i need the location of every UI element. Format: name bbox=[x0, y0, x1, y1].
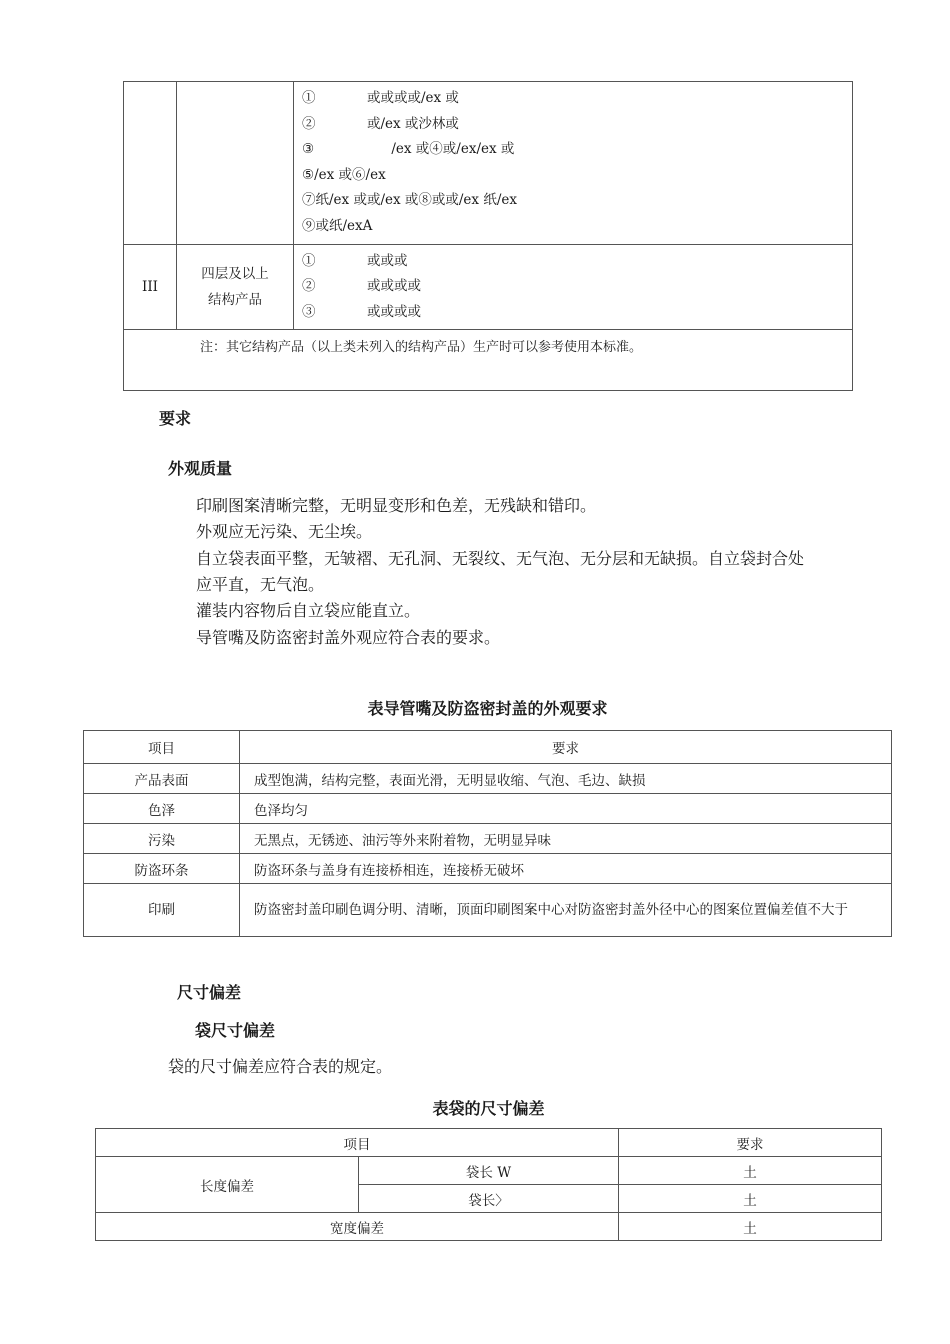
table-row bbox=[96, 1157, 882, 1185]
structure-name-cell bbox=[177, 244, 294, 330]
section-heading-size: 尺寸偏差 bbox=[177, 983, 242, 1002]
table2-caption: 表导管嘴及防盗密封盖的外观要求 bbox=[367, 699, 608, 718]
paragraph: 外观应无污染、无尘埃。 bbox=[196, 522, 373, 541]
structure-no-cell: III bbox=[124, 244, 177, 330]
table-row bbox=[84, 884, 892, 937]
table-row bbox=[96, 1213, 882, 1241]
structure-name-cell bbox=[177, 82, 294, 245]
structure-list-cell bbox=[294, 82, 853, 245]
requirement-cell: 无黑点，无锈迹、油污等外来附着物，无明显异味 bbox=[240, 824, 892, 854]
structure-name-text: 四层及以上结构产品 bbox=[201, 265, 269, 308]
item-cell: 色泽 bbox=[84, 794, 240, 824]
requirement-cell: 土 bbox=[619, 1185, 882, 1213]
structure-line: ③ /ex 或④或/ex/ex 或 bbox=[302, 141, 515, 158]
structure-line: ② 或/ex 或沙林或 bbox=[302, 115, 459, 132]
structure-line: ⑦纸/ex 或或/ex 或⑧或或/ex 纸/ex bbox=[302, 192, 517, 209]
table-row bbox=[84, 764, 892, 794]
table-row bbox=[124, 244, 853, 330]
width-deviation-label: 宽度偏差 bbox=[96, 1213, 619, 1241]
structure-line: ① 或或或 bbox=[302, 252, 408, 269]
requirement-cell: 成型饱满，结构完整，表面光滑，无明显收缩、气泡、毛边、缺损 bbox=[240, 764, 892, 794]
sub-item-cell: 袋长〉 bbox=[359, 1185, 619, 1213]
item-cell: 污染 bbox=[84, 824, 240, 854]
header-requirement: 要求 bbox=[240, 731, 892, 764]
table-row bbox=[124, 330, 853, 391]
structure-table bbox=[123, 81, 853, 391]
requirement-cell: 防盗环条与盖身有连接桥相连，连接桥无破坏 bbox=[240, 854, 892, 884]
structure-note: 注：其它结构产品（以上类未列入的结构产品）生产时可以参考使用本标准。 bbox=[124, 330, 853, 391]
section-heading-appearance: 外观质量 bbox=[168, 459, 233, 478]
structure-no-cell bbox=[124, 82, 177, 245]
table-header-row bbox=[84, 731, 892, 764]
paragraph: 导管嘴及防盗密封盖外观应符合表的要求。 bbox=[196, 628, 501, 647]
item-cell: 产品表面 bbox=[84, 764, 240, 794]
header-requirement: 要求 bbox=[619, 1129, 882, 1157]
length-deviation-label: 长度偏差 bbox=[96, 1157, 359, 1213]
bag-size-table bbox=[95, 1128, 882, 1241]
requirement-cell: 土 bbox=[619, 1213, 882, 1241]
item-cell: 印刷 bbox=[84, 884, 240, 937]
structure-line: ③ 或或或或 bbox=[302, 303, 421, 320]
appearance-table bbox=[83, 730, 892, 937]
table-row bbox=[124, 82, 853, 245]
structure-line: ⑨或纸/exA bbox=[302, 217, 373, 234]
paragraph: 自立袋表面平整，无皱褶、无孔洞、无裂纹、无气泡、无分层和无缺损。自立袋封合处 bbox=[196, 549, 805, 568]
table-row bbox=[84, 794, 892, 824]
paragraph: 袋的尺寸偏差应符合表的规定。 bbox=[168, 1057, 393, 1076]
requirement-cell: 色泽均匀 bbox=[240, 794, 892, 824]
section-heading-bag-size: 袋尺寸偏差 bbox=[195, 1021, 276, 1040]
table-row bbox=[84, 854, 892, 884]
sub-item-cell: 袋长 W bbox=[359, 1157, 619, 1185]
paragraph: 灌装内容物后自立袋应能直立。 bbox=[196, 601, 421, 620]
structure-line: ② 或或或或 bbox=[302, 278, 421, 295]
item-cell: 防盗环条 bbox=[84, 854, 240, 884]
table-header-row bbox=[96, 1129, 882, 1157]
header-item: 项目 bbox=[84, 731, 240, 764]
structure-line: ① 或或或或/ex 或 bbox=[302, 90, 459, 106]
structure-list-cell bbox=[294, 244, 853, 330]
paragraph: 印刷图案清晰完整，无明显变形和色差，无残缺和错印。 bbox=[196, 496, 597, 515]
table3-caption: 表袋的尺寸偏差 bbox=[432, 1099, 545, 1118]
header-item: 项目 bbox=[96, 1129, 619, 1157]
structure-line: ⑤/ex 或⑥/ex bbox=[302, 166, 386, 183]
paragraph: 应平直，无气泡。 bbox=[196, 575, 325, 594]
requirement-cell: 防盗密封盖印刷色调分明、清晰，顶面印刷图案中心对防盗密封盖外径中心的图案位置偏差值不大于 bbox=[240, 884, 892, 937]
requirement-cell: 土 bbox=[619, 1157, 882, 1185]
section-heading-requirements: 要求 bbox=[159, 409, 192, 428]
table-row bbox=[84, 824, 892, 854]
